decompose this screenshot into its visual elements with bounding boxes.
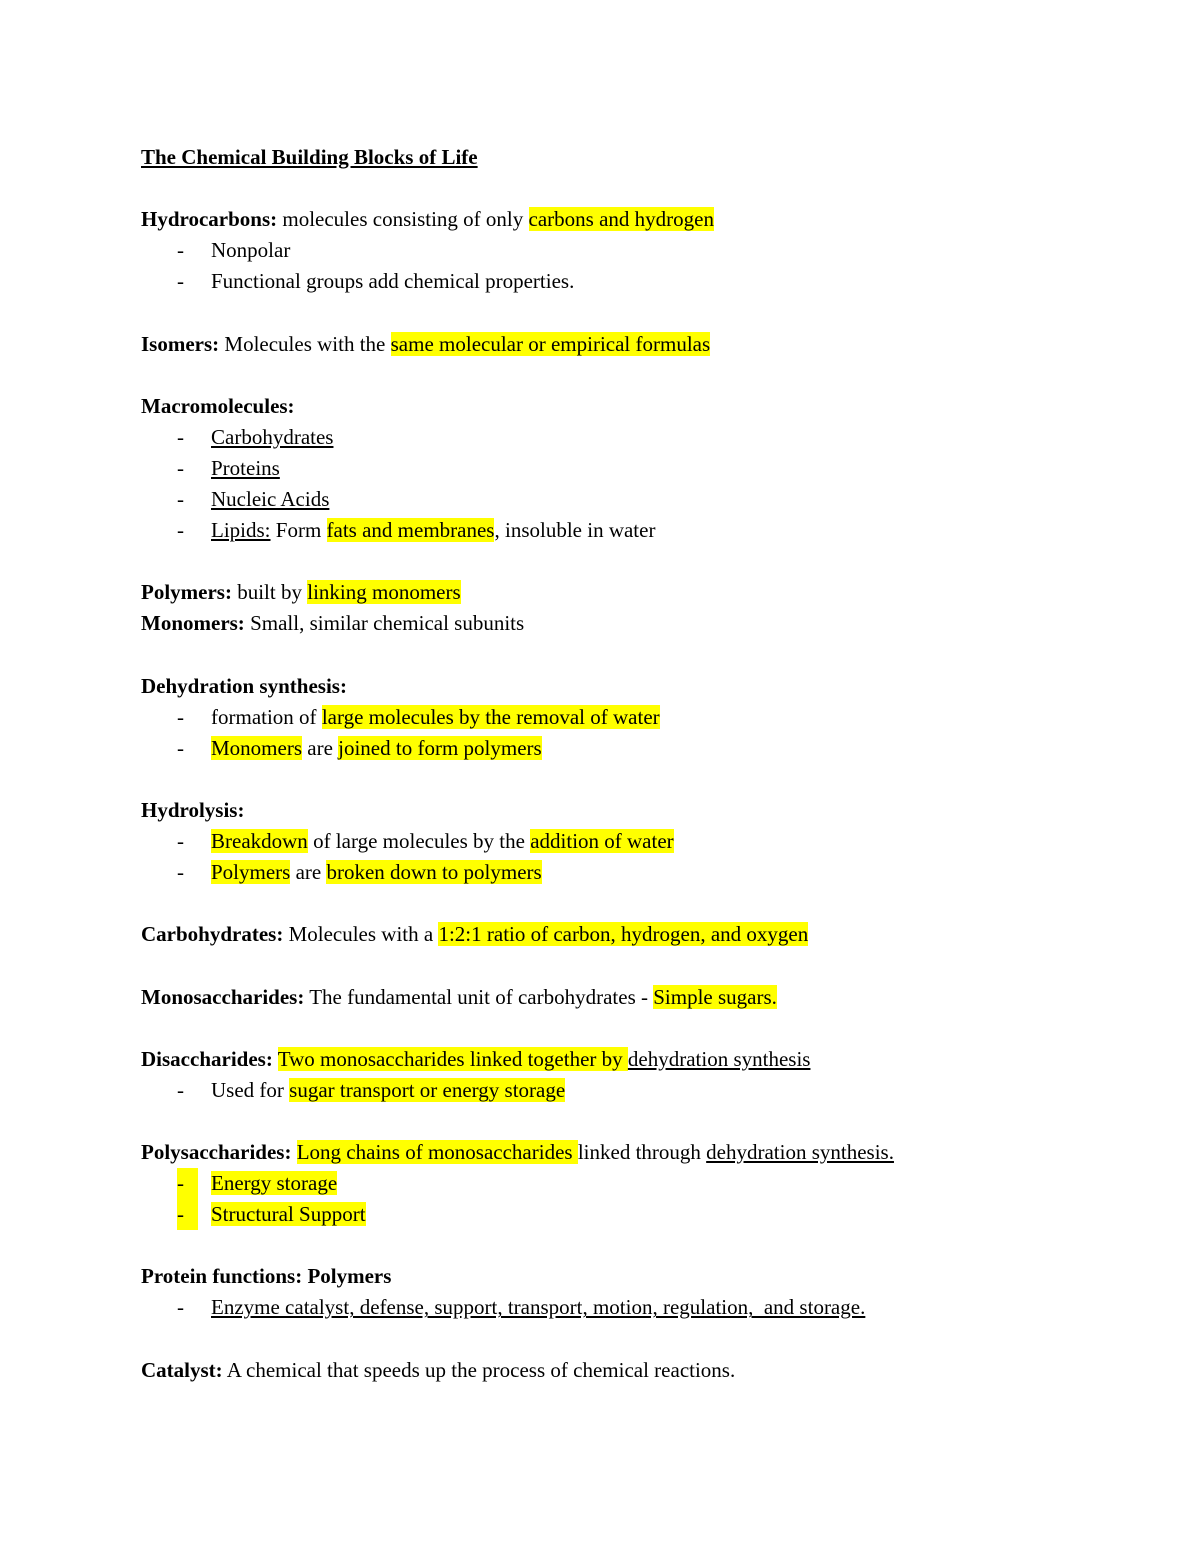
hydrolysis-heading: Hydrolysis: xyxy=(141,797,245,822)
list-item: - Functional groups add chemical properties. xyxy=(177,269,575,294)
disaccharides-definition: Disaccharides: Two monosaccharides linked together by dehydration synthesis xyxy=(141,1046,811,1071)
list-item: - Lipids: Form fats and membranes, insoluble in water xyxy=(177,518,656,543)
protein-heading: Protein functions: Polymers xyxy=(141,1264,392,1289)
list-item: - Proteins xyxy=(177,455,280,480)
highlight: carbons and hydrogen xyxy=(528,207,714,232)
list-item: - Breakdown of large molecules by the addition of water xyxy=(177,829,674,854)
list-item: - Energy storage xyxy=(141,1168,1041,1199)
term: Isomers: xyxy=(141,331,220,356)
list-item: - Nonpolar xyxy=(177,238,291,263)
macromolecules-heading: Macromolecules: xyxy=(141,393,295,418)
document-title: The Chemical Building Blocks of Life xyxy=(141,145,478,169)
document-body xyxy=(141,142,1041,1386)
isomers-definition: Isomers: Molecules with the same molecular or empirical formulas xyxy=(141,331,711,356)
list-item: - Nucleic Acids xyxy=(177,487,330,512)
highlight: same molecular or empirical formulas xyxy=(390,331,711,356)
list-item: - Used for sugar transport or energy storage xyxy=(177,1077,566,1102)
polymers-definition: Polymers: built by linking monomers xyxy=(141,580,461,605)
polysaccharides-definition: Polysaccharides: Long chains of monosaccharides linked through dehydration synthesis. xyxy=(141,1140,894,1164)
monomers-definition: Monomers: Small, similar chemical subunits xyxy=(141,611,525,636)
carbohydrates-definition: Carbohydrates: Molecules with a 1:2:1 ratio of carbon, hydrogen, and oxygen xyxy=(141,922,809,947)
list-item: - Polymers are broken down to polymers xyxy=(177,860,542,885)
list-item: - formation of large molecules by the removal of water xyxy=(177,704,660,729)
list-item: - Structural Support xyxy=(141,1199,1041,1230)
dehydration-heading: Dehydration synthesis: xyxy=(141,673,347,698)
monosaccharides-definition: Monosaccharides: The fundamental unit of carbohydrates - Simple sugars. xyxy=(141,984,777,1009)
catalyst-definition: Catalyst: A chemical that speeds up the process of chemical reactions. xyxy=(141,1357,736,1382)
term: Hydrocarbons: xyxy=(141,207,278,232)
list-item: - Monomers are joined to form polymers xyxy=(177,735,542,760)
list-item: - Carbohydrates xyxy=(177,424,334,449)
list-item: - Enzyme catalyst, defense, support, transport, motion, regulation, and storage. xyxy=(177,1295,866,1320)
hydrocarbons-definition: Hydrocarbons: molecules consisting of only carbons and hydrogen xyxy=(141,207,714,232)
